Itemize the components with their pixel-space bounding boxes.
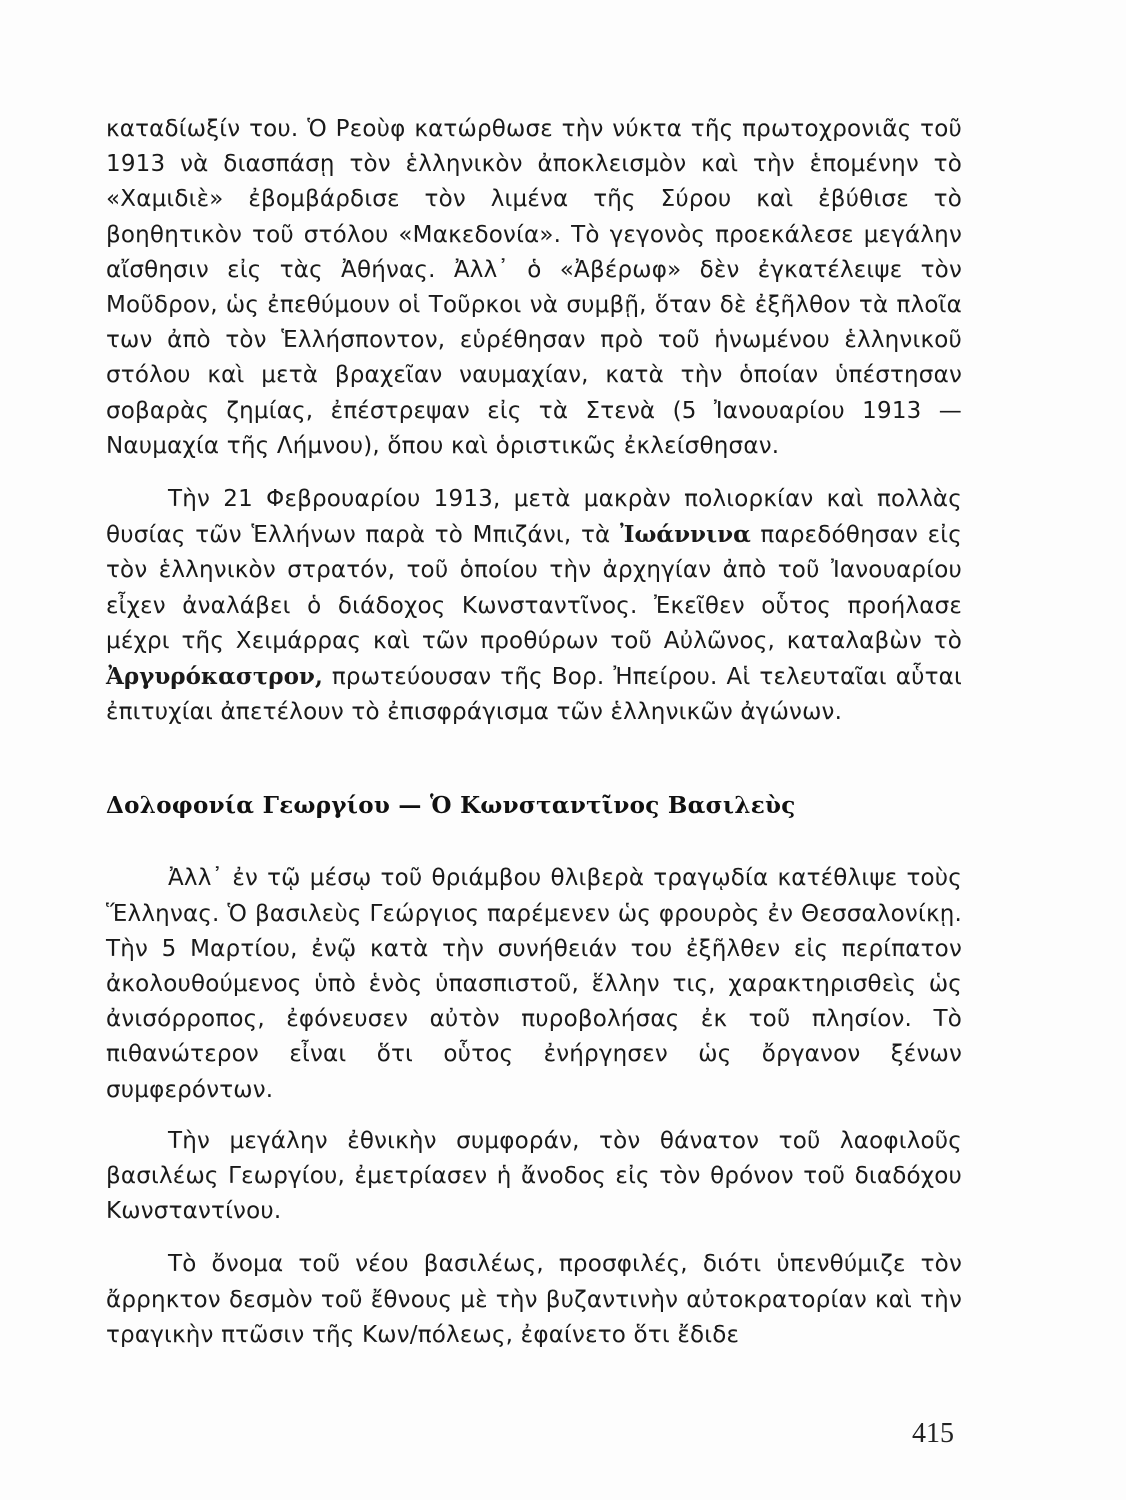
paragraph-2-text-a: Τὴν 21 Φεβρουαρίου 1913, μετὰ μακρὰν πολιορκίαν καὶ πολλὰς θυσίας τῶν Ἑλλήνων παρὰ τὸ Μπιζάνι, τὰ (106, 486, 962, 549)
argyrokastron-bold: Ἀργυρόκαστρον, (106, 663, 323, 691)
paragraph-3: Ἀλλ᾿ ἐν τῷ μέσῳ τοῦ θριάμβου θλιβερὰ τραγῳδία κατέθλιψε τοὺς Ἕλληνας. Ὁ βασιλεὺς Γεώργιος παρέμενεν ὡς φρουρὸς ἐν Θεσσαλονίκῃ. Τὴν 5 Μαρτίου, ἐνῷ κατὰ τὴν συνήθειάν του ἐξῆλθεν εἰς περίπατον ἀκολουθούμενος ὑπὸ ἑνὸς ὑπασπιστοῦ, ἕλλην τις, χαρακτηρισθεὶς ὡς ἀνισόρροπος, ἐφόνευσεν αὐτὸν πυροβολήσας ἐκ τοῦ πλησίον. Τὸ πιθανώτερον εἶναι ὅτι οὗτος ἐνήργησεν ὡς ὄργανον ξένων συμφερόντων. (106, 865, 962, 1103)
paragraph-2 (106, 482, 962, 730)
ioannina-bold: Ἰωάννινα (620, 521, 751, 549)
paragraph-1: καταδίωξίν του. Ὁ Ρεοὺφ κατώρθωσε τὴν νύκτα τῆς πρωτοχρονιᾶς τοῦ 1913 νὰ διασπάσῃ τὸν ἑλληνικὸν ἀποκλεισμὸν καὶ τὴν ἑπομένην τὸ «Χαμιδιὲ» ἐβομβάρδισε τὸν λιμένα τῆς Σύρου καὶ ἐβύθισε τὸ βοηθητικὸν τοῦ στόλου «Μακεδονία». Τὸ γεγονὸς προεκάλεσε μεγάλην αἴσθησιν εἰς τὰς Ἀθήνας. Ἀλλ᾿ ὁ «Ἀβέρωφ» δὲν ἐγκατέλειψε τὸν Μοῦδρον, ὡς ἐπεθύμουν οἱ Τοῦρκοι νὰ συμβῇ, ὅταν δὲ ἐξῆλθον τὰ πλοῖα των ἀπὸ τὸν Ἑλλήσποντον, εὑρέθησαν πρὸ τοῦ ἡνωμένου ἑλληνικοῦ στόλου καὶ μετὰ βραχεῖαν ναυμαχίαν, κατὰ τὴν ὁποίαν ὑπέστησαν σοβαρὰς ζημίας, ἐπέστρεψαν εἰς τὰ Στενὰ (5 Ἰανουαρίου 1913 — Ναυμαχία τῆς Λήμνου), ὅπου καὶ ὁριστικῶς ἐκλείσθησαν. (106, 116, 962, 459)
page-body (106, 112, 962, 1353)
page-number: 415 (912, 1418, 954, 1449)
paragraph-4: Τὴν μεγάλην ἐθνικὴν συμφοράν, τὸν θάνατον τοῦ λαοφιλοῦς βασιλέως Γεωργίου, ἐμετρίασεν ἡ ἄνοδος εἰς τὸν θρόνον τοῦ διαδόχου Κωνσταντίνου. (106, 1127, 962, 1225)
paragraph-2-text-c: πρωτεύουσαν τῆς Βορ. Ἠπείρου. Αἱ τελευταῖαι αὗται ἐπιτυχίαι ἀπετέλουν τὸ ἐπισφράγισμα τῶν ἑλληνικῶν ἀγώνων. (106, 664, 962, 726)
section-heading: Δολοφονία Γεωργίου — Ὁ Κωνσταντῖνος Βασιλεὺς (106, 792, 796, 820)
paragraph-5: Τὸ ὄνομα τοῦ νέου βασιλέως, προσφιλές, διότι ὑπενθύμιζε τὸν ἄρρηκτον δεσμὸν τοῦ ἔθνους μὲ τὴν βυζαντινὴν αὐτοκρατορίαν καὶ τὴν τραγικὴν πτῶσιν τῆς Κων/πόλεως, ἐφαίνετο ὅτι ἔδιδε (106, 1251, 962, 1348)
paragraph-2-text-b: παρεδόθησαν εἰς τὸν ἑλληνικὸν στρατόν, τοῦ ὁποίου τὴν ἀρχηγίαν ἀπὸ τοῦ Ἰανουαρίου εἶχεν ἀναλάβει ὁ διάδοχος Κωνσταντῖνος. Ἐκεῖθεν οὗτος προήλασε μέχρι τῆς Χειμάρρας καὶ τῶν προθύρων τοῦ Αὐλῶνος, καταλαβὼν τὸ (106, 522, 962, 654)
